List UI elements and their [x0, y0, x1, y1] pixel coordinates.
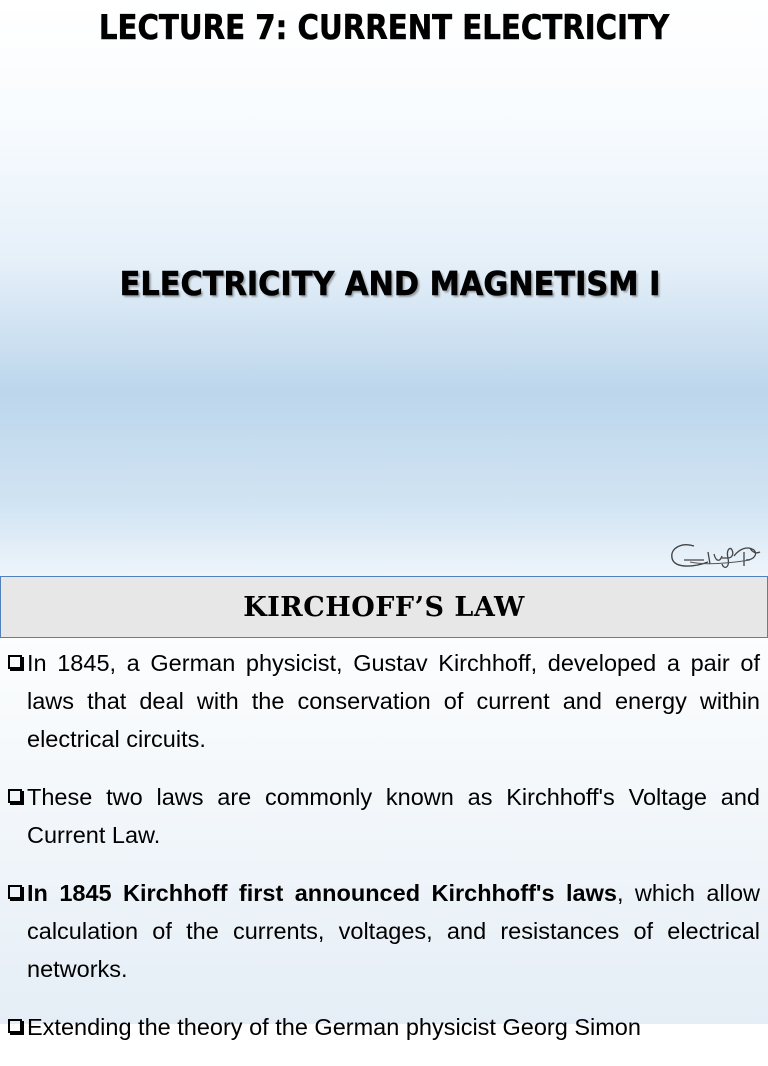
bullet-item — [8, 874, 760, 988]
content-slide — [0, 576, 768, 1040]
signature-image — [664, 538, 764, 574]
bullet-list — [8, 644, 760, 1066]
subject-title: ELECTRICITY AND MAGNETISM I — [119, 264, 661, 303]
checkbox-bullet-icon — [8, 1019, 22, 1033]
checkbox-bullet-icon — [8, 789, 22, 803]
bullet-text: Extending the theory of the German physicist Georg Simon — [27, 1014, 641, 1040]
bullet-text: In 1845, a German physicist, Gustav Kirchhoff, developed a pair of laws that deal with the conservation of current and energy within electrical circuits. — [27, 650, 760, 752]
bullet-bold-text: In 1845 Kirchhoff first announced Kirchhoff's laws — [27, 880, 617, 906]
checkbox-bullet-icon — [8, 885, 22, 899]
bullet-text: , which allow calculation of the currents, voltages, and resistances of electrical networks. — [27, 880, 760, 982]
bullet-item — [8, 644, 760, 758]
slide-title: KIRCHOFF’S LAW — [243, 592, 525, 623]
bullet-text: These two laws are commonly known as Kirchhoff's Voltage and Current Law. — [27, 784, 760, 848]
checkbox-bullet-icon — [8, 655, 22, 669]
bullet-item — [8, 778, 760, 854]
bullet-item — [8, 1008, 760, 1046]
lecture-title: LECTURE 7: CURRENT ELECTRICITY — [98, 8, 670, 48]
